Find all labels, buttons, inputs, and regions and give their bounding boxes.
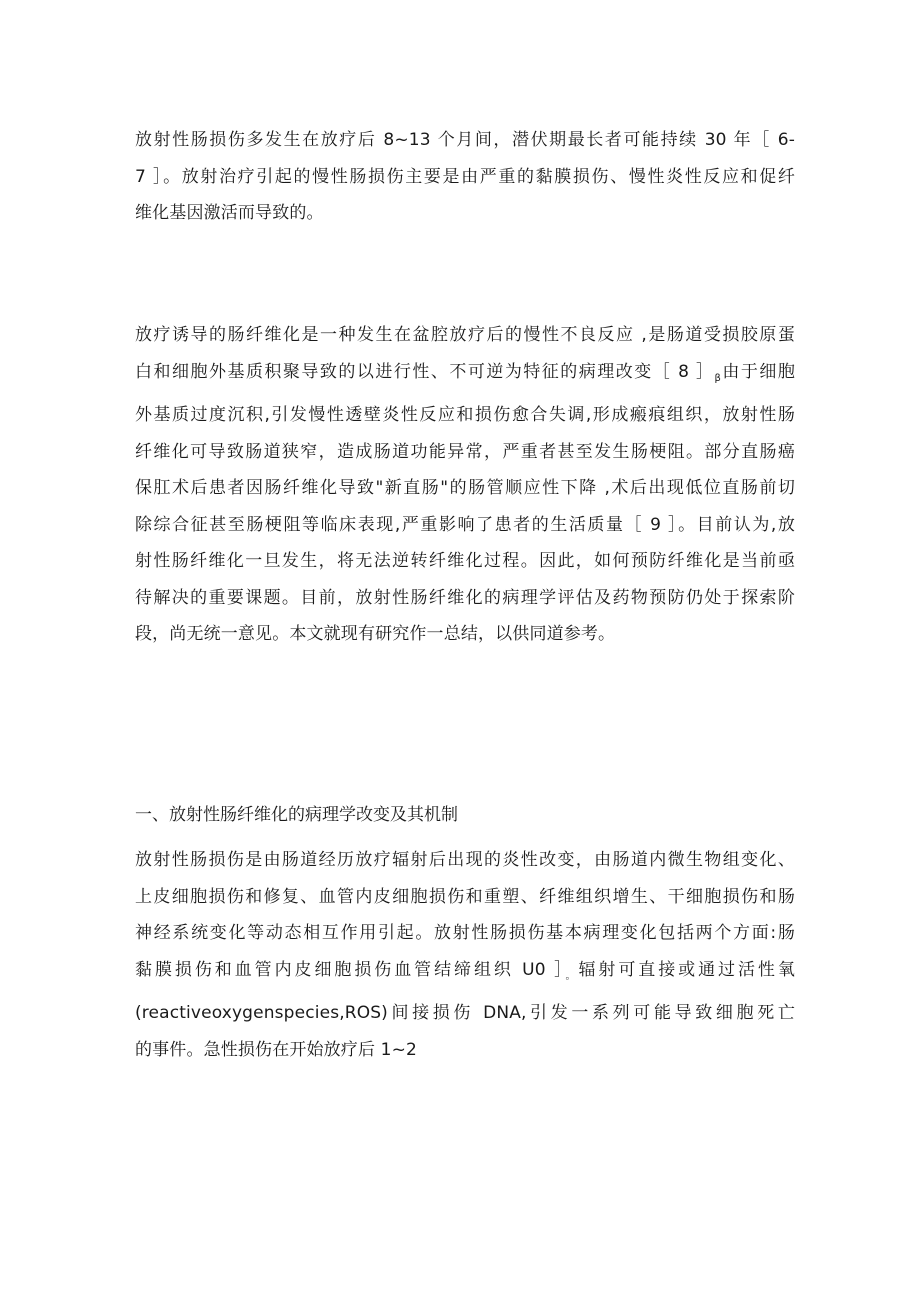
paragraph-line: 上皮细胞损伤和修复、血管内皮细胞损伤和重塑、纤维组织增生、干细胞损伤和肠 xyxy=(135,886,795,907)
paragraph-line: 的事件。急性损伤在开始放疗后 1~2 xyxy=(135,1039,417,1060)
paragraph-line: 待解决的重要课题。目前，放射性肠纤维化的病理学评估及药物预防仍处于探索阶 xyxy=(135,587,795,608)
line-text-tail: 由于细胞 xyxy=(721,361,795,382)
section-heading: 一、放射性肠纤维化的病理学改变及其机制 xyxy=(135,805,458,825)
paragraph-line: 7 ］。放射治疗引起的慢性肠损伤主要是由严重的黏膜损伤、慢性炎性反应和促纤 xyxy=(135,166,795,187)
paragraph-1 xyxy=(135,122,795,232)
paragraph-2 xyxy=(135,317,795,653)
paragraph-line: 纤维化可导致肠道狭窄，造成肠道功能异常，严重者甚至发生肠梗阻。部分直肠癌 xyxy=(135,441,795,462)
paragraph-line: 神经系统变化等动态相互作用引起。放射性肠损伤基本病理变化包括两个方面:肠 xyxy=(135,923,795,943)
paragraph-line-with-citation xyxy=(135,354,795,398)
paragraph-line: 维化基因激活而导致的。 xyxy=(135,203,324,223)
paragraph-line: 射性肠纤维化一旦发生，将无法逆转纤维化过程。因此，如何预防纤维化是当前亟 xyxy=(135,551,795,571)
paragraph-line-with-citation xyxy=(135,952,795,996)
paragraph-line: 保肛术后患者因肠纤维化导致"新直肠"的肠管顺应性下降 ,术后出现低位直肠前切 xyxy=(135,478,795,498)
paragraph-line: 放疗诱导的肠纤维化是一种发生在盆腔放疗后的慢性不良反应 ,是肠道受损胶原蛋 xyxy=(135,325,795,345)
paragraph-line: 外基质过度沉积,引发慢性透壁炎性反应和损伤愈合失调,形成瘢痕组织，放射性肠 xyxy=(135,405,795,425)
paragraph-3 xyxy=(135,842,795,1068)
citation-subscript: 。 xyxy=(565,970,579,982)
paragraph-line: 除综合征甚至肠梗阻等临床表现,严重影响了患者的生活质量［ 9 ］。目前认为,放 xyxy=(135,514,795,535)
paragraph-line: 放射性肠损伤多发生在放疗后 8~13 个月间，潜伏期最长者可能持续 30 年［ 6- xyxy=(135,130,795,150)
line-text: 黏膜损伤和血管内皮细胞损伤血管结缔组织 U0 ］ xyxy=(135,959,566,980)
line-text: 白和细胞外基质积聚导致的以进行性、不可逆为特征的病理改变［ 8 ］ xyxy=(135,361,715,382)
paragraph-line: 放射性肠损伤是由肠道经历放疗辐射后出现的炎性改变，由肠道内微生物组变化、 xyxy=(135,850,795,870)
paragraph-line: 段，尚无统一意见。本文就现有研究作一总结，以供同道参考。 xyxy=(135,624,616,644)
line-text-tail: 辐射可直接或通过活性氧 xyxy=(578,959,796,980)
citation-subscript: β xyxy=(714,372,722,384)
paragraph-line: (reactiveoxygenspecies,ROS)间接损伤 DNA,引发一系列可能导致细胞死亡 xyxy=(135,1003,795,1023)
